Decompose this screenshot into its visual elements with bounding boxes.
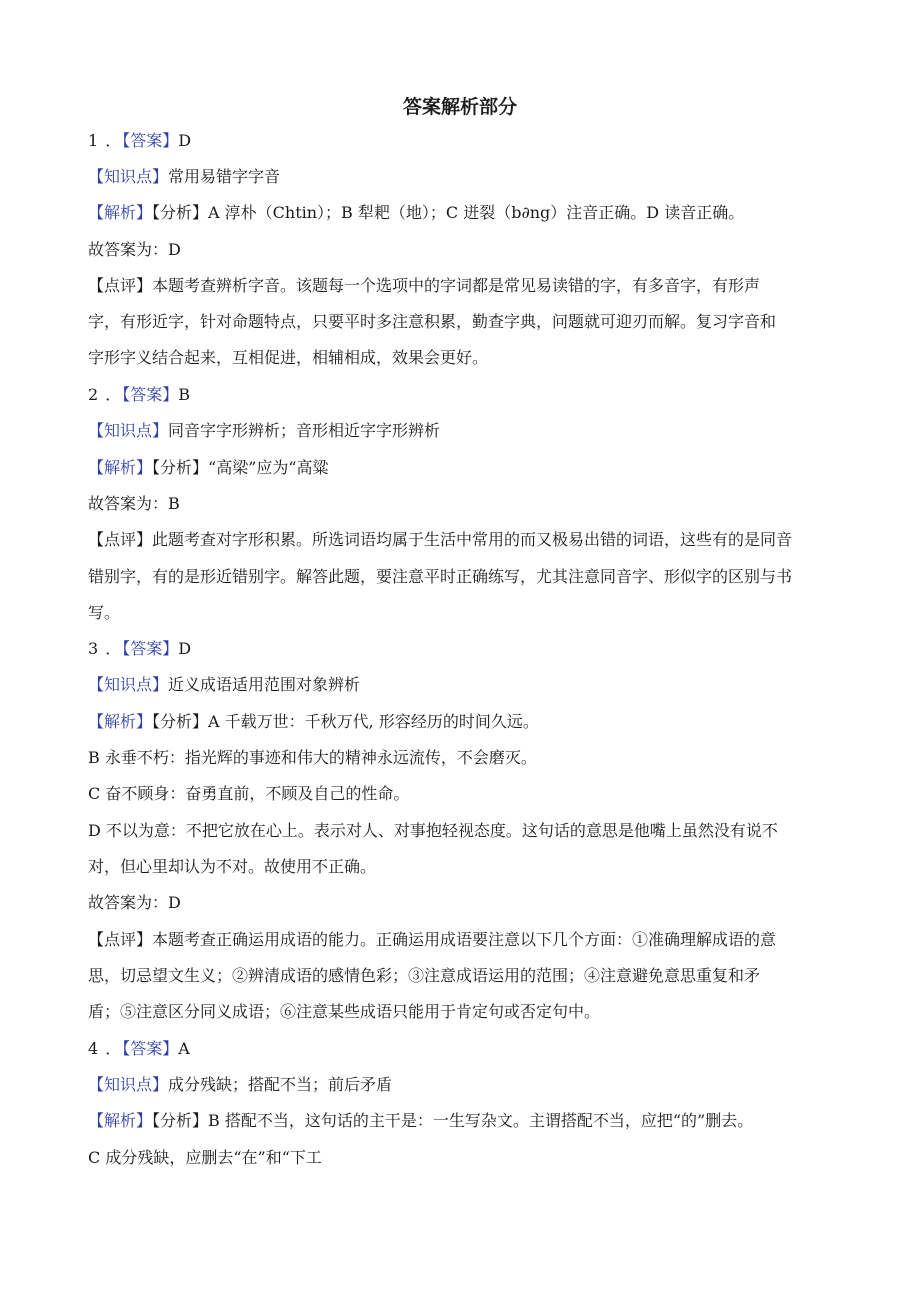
comment-line: 【点评】此题考查对字形积累。所选词语均属于生活中常用的而又极易出错的词语，这些有的是同音 (88, 530, 793, 549)
final-answer-1: 故答案为：D (88, 240, 181, 259)
question-number: 1 ． (88, 131, 123, 150)
knowledge-line-4 (88, 1074, 392, 1096)
comment-line: 字，有形近字，针对命题特点，只要平时多注意积累，勤查字典，问题就可迎刃而解。复习字音和 (88, 312, 777, 331)
comment-line: 字形字义结合起来，互相促进，相辅相成，效果会更好。 (88, 348, 489, 367)
knowledge-text: 同音字字形辨析；音形相近字字形辨析 (168, 421, 441, 440)
knowledge-line-3 (88, 674, 360, 696)
knowledge-tag: 【知识点】 (88, 675, 169, 694)
answer-line-2 (88, 384, 190, 406)
answer-value: A (178, 1039, 190, 1058)
comment-line: 【点评】本题考查正确运用成语的能力。正确运用成语要注意以下几个方面：①准确理解成语的意 (88, 930, 777, 949)
analysis-text: 【分析】“高梁”应为“高粱 (152, 458, 329, 477)
knowledge-tag: 【知识点】 (88, 1075, 169, 1094)
final-answer-3: 故答案为：D (88, 893, 181, 912)
knowledge-line-1 (88, 166, 280, 188)
question-number: 2 ． (88, 385, 123, 404)
analysis-line-3 (88, 711, 539, 733)
analysis-line-2 (88, 457, 329, 479)
analysis-tag: 【解析】 (88, 712, 153, 731)
answer-value: D (178, 131, 192, 150)
question-number: 4 ． (88, 1039, 123, 1058)
analysis-text: 【分析】B 搭配不当，这句话的主干是：一生写杂文。主谓搭配不当，应把“的”删去。 (152, 1111, 754, 1130)
answer-line-1 (88, 130, 191, 152)
analysis-option-line: 对，但心里却认为不对。故使用不正确。 (88, 857, 377, 876)
final-answer-2: 故答案为：B (88, 494, 180, 513)
answer-tag: 【答案】 (122, 1039, 179, 1058)
comment-line: 写。 (88, 603, 121, 622)
question-number: 3 ． (88, 639, 123, 658)
knowledge-text: 近义成语适用范围对象辨析 (168, 675, 361, 694)
knowledge-tag: 【知识点】 (88, 167, 169, 186)
analysis-tag: 【解析】 (88, 458, 153, 477)
analysis-tag: 【解析】 (88, 203, 153, 222)
analysis-option-line: C 成分残缺，应删去“在”和“下工 (88, 1148, 322, 1167)
analysis-option-line: D 不以为意：不把它放在心上。表示对人、对事抱轻视态度。这句话的意思是他嘴上虽然没有说不 (88, 821, 778, 840)
analysis-text: 【分析】A 千载万世：千秋万代, 形容经历的时间久远。 (152, 712, 539, 731)
analysis-option-line: B 永垂不朽：指光辉的事迹和伟大的精神永远流传，不会磨灭。 (88, 748, 537, 767)
knowledge-text: 成分残缺；搭配不当；前后矛盾 (168, 1075, 393, 1094)
knowledge-line-2 (88, 420, 440, 442)
comment-line: 【点评】本题考查辨析字音。该题每一个选项中的字词都是常见易读错的字，有多音字，有形声 (88, 276, 761, 295)
answer-tag: 【答案】 (122, 639, 179, 658)
comment-line: 错别字，有的是形近错别字。解答此题，要注意平时正确练写，尤其注意同音字、形似字的区别与书 (88, 567, 793, 586)
answer-value: D (178, 639, 192, 658)
analysis-tag: 【解析】 (88, 1111, 153, 1130)
answer-line-4 (88, 1038, 190, 1060)
answer-line-3 (88, 638, 191, 660)
analysis-line-1 (88, 202, 744, 224)
knowledge-text: 常用易错字字音 (168, 167, 281, 186)
answer-value: B (178, 385, 191, 404)
analysis-line-4 (88, 1110, 753, 1132)
page-title: 答案解析部分 (402, 96, 517, 118)
comment-line: 思，切忌望文生义；②辨清成语的感情色彩；③注意成语运用的范围；④注意避免意思重复和矛 (88, 966, 761, 985)
analysis-text: 【分析】A 淳朴（Chtin）；B 犁耙（地）；C 迸裂（b∂ng）注音正确。D 读音正确。 (152, 203, 745, 222)
answer-tag: 【答案】 (122, 385, 179, 404)
analysis-option-line: C 奋不顾身：奋勇直前，不顾及自己的性命。 (88, 784, 410, 803)
knowledge-tag: 【知识点】 (88, 421, 169, 440)
comment-line: 盾；⑤注意区分同义成语；⑥注意某些成语只能用于肯定句或否定句中。 (88, 1002, 601, 1021)
answer-tag: 【答案】 (122, 131, 179, 150)
